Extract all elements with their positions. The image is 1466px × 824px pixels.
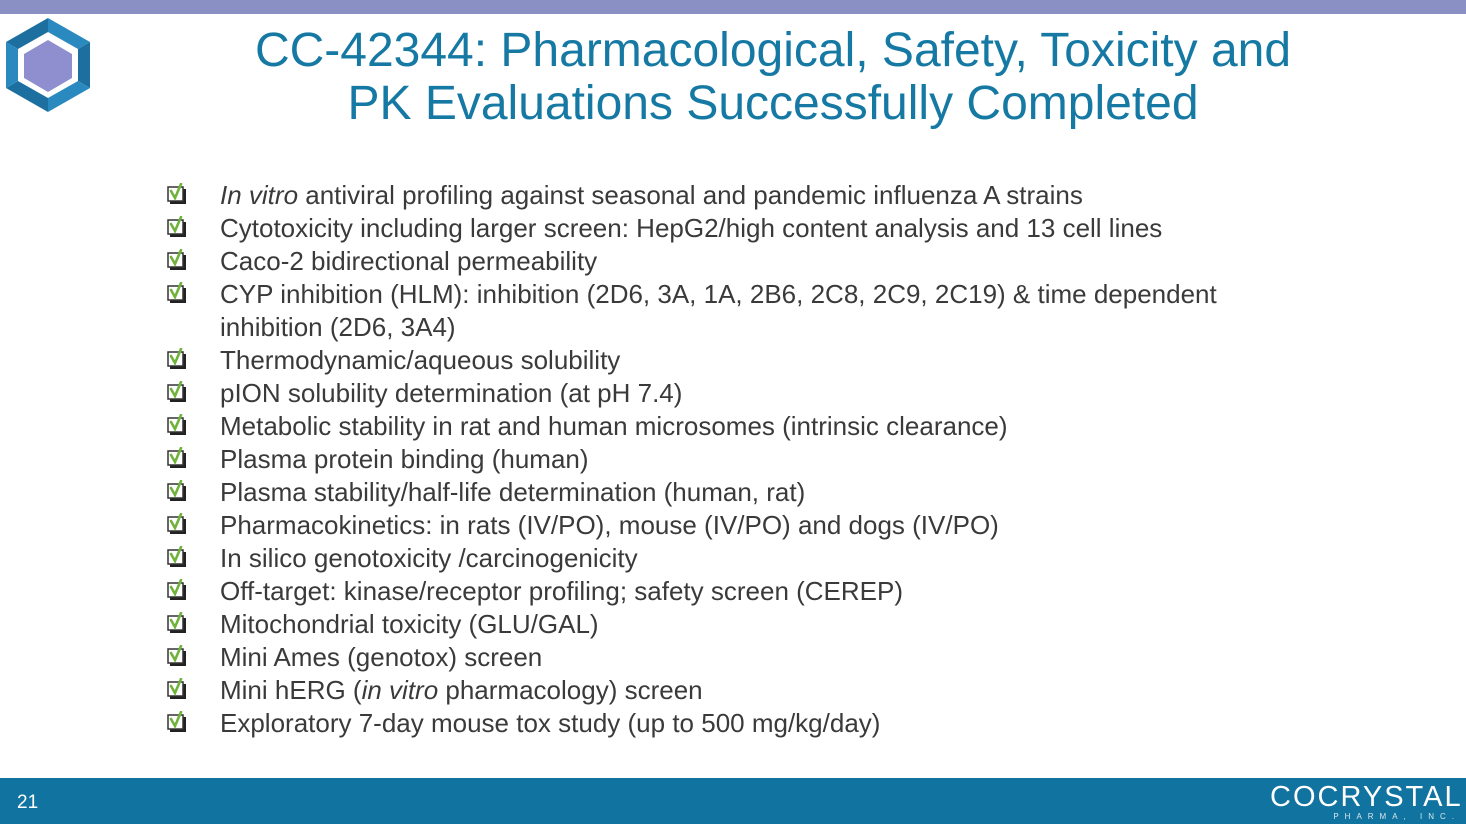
checklist-item (166, 542, 1326, 575)
checkbox-checked-icon (166, 711, 188, 733)
checklist-item (166, 707, 1326, 740)
checklist-item-text: Caco-2 bidirectional permeability (220, 246, 598, 276)
checkbox-checked-icon (166, 216, 188, 238)
title-line-1: CC-42344: Pharmacological, Safety, Toxicity and (254, 24, 1292, 77)
checkbox-checked-icon (166, 678, 188, 700)
checklist-item (166, 608, 1326, 641)
checklist-item-text: Mini Ames (genotox) screen (220, 642, 543, 672)
checklist-item-text: antiviral profiling against seasonal and pandemic influenza A strains (298, 180, 1083, 210)
checklist-item (166, 674, 1326, 707)
company-subtitle: PHARMA, INC. (1333, 812, 1460, 821)
checklist-item-text: Plasma protein binding (human) (220, 444, 589, 474)
checkbox-checked-icon (166, 282, 188, 304)
checklist-item-text: pION solubility determination (at pH 7.4) (220, 378, 683, 408)
checklist-item (166, 575, 1326, 608)
company-name: COCRYSTAL (1270, 781, 1463, 813)
checkbox-checked-icon (166, 249, 188, 271)
checklist-item (166, 410, 1326, 443)
checkbox-checked-icon (166, 480, 188, 502)
checklist-item-text: Mitochondrial toxicity (GLU/GAL) (220, 609, 599, 639)
page-number: 21 (17, 792, 39, 813)
checkbox-checked-icon (166, 381, 188, 403)
checklist-item-text: Metabolic stability in rat and human microsomes (intrinsic clearance) (220, 411, 1008, 441)
checklist-item (166, 641, 1326, 674)
checklist-item (166, 443, 1326, 476)
checklist-item-text: Plasma stability/half-life determination (human, rat) (220, 477, 806, 507)
checklist-item-text: Mini hERG ( (220, 675, 362, 705)
checklist-item (166, 476, 1326, 509)
checklist-item (166, 179, 1326, 212)
checkbox-checked-icon (166, 513, 188, 535)
checklist-item-text: in vitro (361, 675, 439, 705)
company-logo (1270, 781, 1463, 822)
checklist-item (166, 377, 1326, 410)
checklist-item-text: Exploratory 7-day mouse tox study (up to 500 mg/kg/day) (220, 708, 881, 738)
checklist-item (166, 278, 1326, 344)
checklist-item-text: Off-target: kinase/receptor profiling; safety screen (CEREP) (220, 576, 904, 606)
checklist (166, 179, 1326, 740)
checkbox-checked-icon (166, 183, 188, 205)
checklist-item-text: In vitro (220, 180, 299, 210)
checklist-item (166, 212, 1326, 245)
top-accent-bar (0, 0, 1466, 14)
checkbox-checked-icon (166, 645, 188, 667)
checklist-item-text: Cytotoxicity including larger screen: HepG2/high content analysis and 13 cell lines (220, 213, 1163, 243)
checkbox-checked-icon (166, 348, 188, 370)
checklist-item-text: Pharmacokinetics: in rats (IV/PO), mouse (IV/PO) and dogs (IV/PO) (220, 510, 999, 540)
slide-title (130, 24, 1416, 130)
checkbox-checked-icon (166, 612, 188, 634)
checkbox-checked-icon (166, 447, 188, 469)
checklist-item-text: pharmacology) screen (438, 675, 703, 705)
checklist-item-text: Thermodynamic/aqueous solubility (220, 345, 621, 375)
checklist-item (166, 344, 1326, 377)
checkbox-checked-icon (166, 579, 188, 601)
checklist-item (166, 245, 1326, 278)
checklist-item-text: CYP inhibition (HLM): inhibition (2D6, 3A, 1A, 2B6, 2C8, 2C9, 2C19) & time dependent inhibition (2D6, 3A4) (220, 279, 1217, 342)
checkbox-checked-icon (166, 546, 188, 568)
checkbox-checked-icon (166, 414, 188, 436)
hexagon-logo-icon (2, 16, 94, 114)
checklist-item-text: In silico genotoxicity /carcinogenicity (220, 543, 638, 573)
title-line-2: PK Evaluations Successfully Completed (347, 77, 1199, 130)
checklist-item (166, 509, 1326, 542)
footer-bar (0, 778, 1466, 824)
